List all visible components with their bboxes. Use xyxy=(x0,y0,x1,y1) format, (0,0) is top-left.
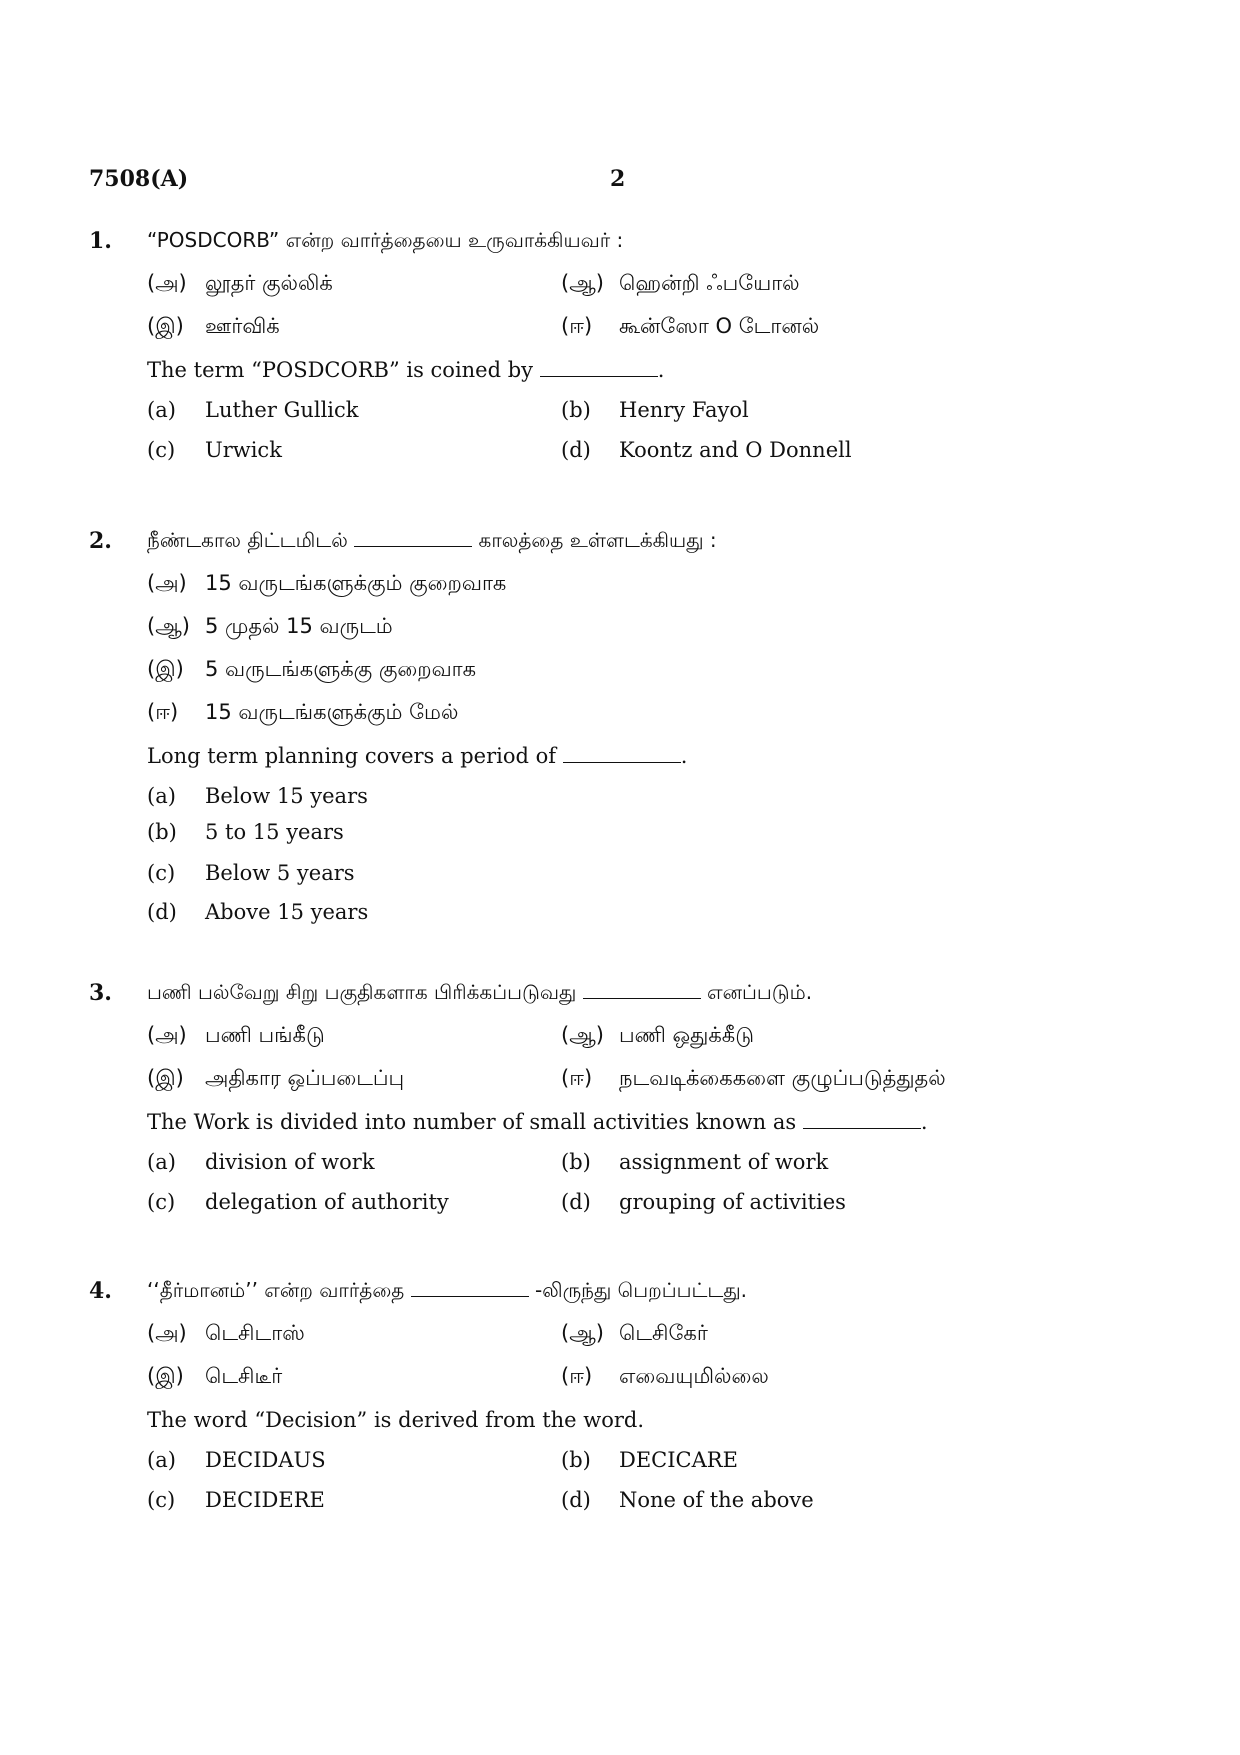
tamil-option-a: (அ) டெசிடாஸ் xyxy=(147,1321,305,1345)
tamil-option-c: (இ) ஊர்விக் xyxy=(147,314,280,338)
answer-blank xyxy=(540,375,658,377)
answer-blank xyxy=(354,545,472,547)
tamil-option-d: (ஈ) 15 வருடங்களுக்கும் மேல் xyxy=(147,700,459,724)
tamil-question: நீண்டகால திட்டமிடல் காலத்தை உள்ளடக்கியது : xyxy=(147,528,717,552)
english-option-c: (c) delegation of authority xyxy=(147,1190,449,1214)
english-question: Long term planning covers a period of . xyxy=(147,744,688,768)
tamil-option-b: (ஆ) 5 முதல் 15 வருடம் xyxy=(147,614,393,638)
paper-code: 7508(A) xyxy=(89,166,189,192)
answer-blank xyxy=(411,1295,529,1297)
tamil-option-d: (ஈ) எவையுமில்லை xyxy=(561,1364,769,1388)
tamil-question: “POSDCORB” என்ற வார்த்தையை உருவாக்கியவர் : xyxy=(147,228,624,252)
answer-blank xyxy=(803,1127,921,1129)
english-question: The Work is divided into number of small activities known as . xyxy=(147,1110,928,1134)
english-option-d: (d) None of the above xyxy=(561,1488,814,1512)
question-number: 2. xyxy=(89,528,112,554)
tamil-option-b: (ஆ) பணி ஒதுக்கீடு xyxy=(561,1023,754,1047)
tamil-option-c: (இ) டெசிடீர் xyxy=(147,1364,283,1388)
tamil-option-a: (அ) பணி பங்கீடு xyxy=(147,1023,325,1047)
answer-blank xyxy=(583,997,701,999)
tamil-option-d: (ஈ) கூன்ஸோ O டோனல் xyxy=(561,314,820,338)
tamil-option-c: (இ) அதிகார ஒப்படைப்பு xyxy=(147,1066,405,1090)
english-option-b: (b) Henry Fayol xyxy=(561,398,749,422)
english-option-b: (b) 5 to 15 years xyxy=(147,820,344,844)
question-number: 3. xyxy=(89,980,112,1006)
english-option-d: (d) Above 15 years xyxy=(147,900,369,924)
answer-blank xyxy=(563,761,681,763)
tamil-option-a: (அ) 15 வருடங்களுக்கும் குறைவாக xyxy=(147,571,507,595)
tamil-option-c: (இ) 5 வருடங்களுக்கு குறைவாக xyxy=(147,657,477,681)
tamil-question: ‘‘தீர்மானம்’’ என்ற வார்த்தை -லிருந்து பெறப்பட்டது. xyxy=(147,1278,748,1302)
tamil-option-b: (ஆ) ஹென்றி ஃபயோல் xyxy=(561,271,800,295)
english-option-b: (b) DECICARE xyxy=(561,1448,738,1472)
english-option-c: (c) Urwick xyxy=(147,438,282,462)
question-number: 1. xyxy=(89,228,112,254)
english-option-d: (d) grouping of activities xyxy=(561,1190,846,1214)
page-number: 2 xyxy=(610,166,626,192)
tamil-option-b: (ஆ) டெசிகேர் xyxy=(561,1321,708,1345)
english-option-a: (a) Luther Gullick xyxy=(147,398,359,422)
tamil-question: பணி பல்வேறு சிறு பகுதிகளாக பிரிக்கப்படுவது எனப்படும். xyxy=(147,980,813,1004)
english-option-c: (c) DECIDERE xyxy=(147,1488,325,1512)
english-option-a: (a) DECIDAUS xyxy=(147,1448,326,1472)
english-question: The term “POSDCORB” is coined by . xyxy=(147,358,665,382)
english-option-c: (c) Below 5 years xyxy=(147,861,355,885)
tamil-option-d: (ஈ) நடவடிக்கைகளை குழுப்படுத்துதல் xyxy=(561,1066,946,1090)
tamil-option-a: (அ) லூதர் குல்லிக் xyxy=(147,271,333,295)
english-option-a: (a) Below 15 years xyxy=(147,784,368,808)
english-option-a: (a) division of work xyxy=(147,1150,375,1174)
english-option-d: (d) Koontz and O Donnell xyxy=(561,438,852,462)
english-option-b: (b) assignment of work xyxy=(561,1150,829,1174)
question-number: 4. xyxy=(89,1278,112,1304)
english-question: The word “Decision” is derived from the word. xyxy=(147,1408,645,1432)
